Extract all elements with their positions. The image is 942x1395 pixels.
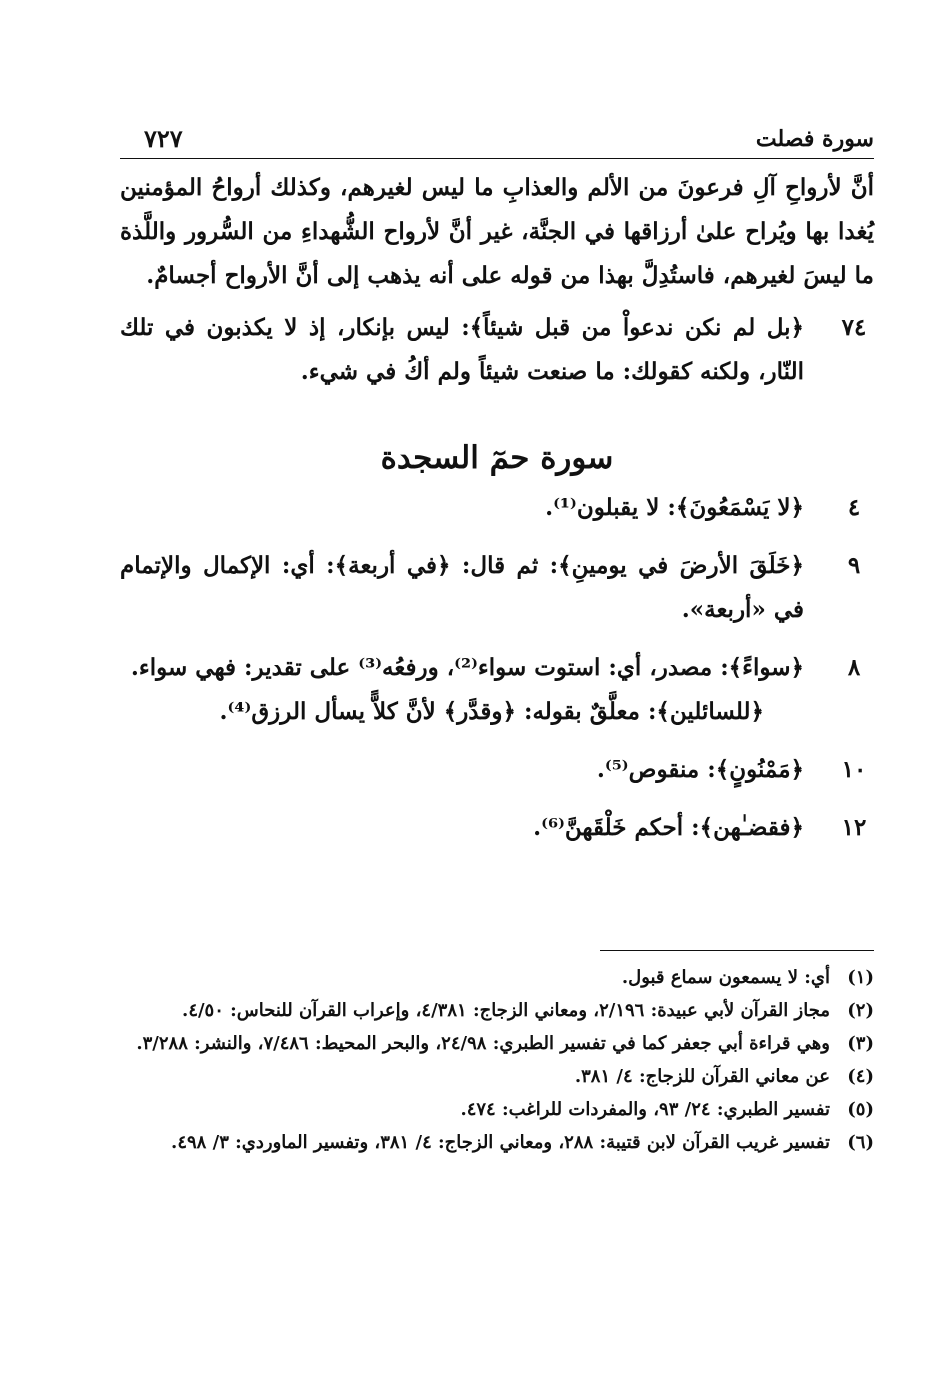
footnote-number: (٦) — [847, 1132, 874, 1153]
footnote-number: (١) — [847, 967, 874, 988]
footnote — [120, 995, 874, 1026]
verse-number: ٨ — [847, 654, 861, 681]
footnote — [120, 962, 874, 993]
commentary-entry-74 — [120, 306, 874, 394]
entry-text: ﴿مَمْنُونٍ﴾: منقوص⁽⁵⁾. — [596, 756, 804, 783]
commentary-entry — [120, 646, 874, 690]
footnote-text: وهي قراءة أبي جعفر كما في تفسير الطبري: ٢٤/٩٨، والبحر المحيط: ٧/٤٨٦، والنشر: ٣/٢٨٨. — [136, 1033, 830, 1054]
intro-paragraph: أنَّ لأرواحِ آلِ فرعونَ من الألم والعذابِ ما ليس لغيرهم، وكذلك أرواحُ المؤمنين يُغدا بها ويُراح علىٰ أرزاقها في الجنَّة، غير أنَّ لأرواح الشُّهداءِ من السُّرور واللَّذة ما ليسَ لغيرهم، فاستُدِلَّ بهذا من قوله على أنه يذهب إلى أنَّ الأرواح أجسامٌ. — [120, 174, 874, 289]
footnote-number: (٣) — [847, 1033, 874, 1054]
footnote — [120, 1061, 874, 1092]
footnote-number: (٤) — [847, 1066, 874, 1087]
main-text — [120, 166, 874, 850]
commentary-entry — [120, 748, 874, 792]
page-header — [120, 118, 874, 159]
commentary-entry — [120, 486, 874, 530]
entry-text: ﴿بل لم نكن ندعواْ من قبل شيئاً﴾: ليس بإنكار، إذ لا يكذبون في تلك النّار، ولكنه كقولك: ما صنعت شيئاً ولم أكُ في شيء. — [120, 314, 804, 385]
footnote-text: تفسير الطبري: ٢٤/ ٩٣، والمفردات للراغب: ٤٧٤. — [460, 1099, 830, 1120]
page-number: ٧٢٧ — [144, 124, 183, 153]
footnote-separator — [600, 950, 874, 951]
section-title: سورة حمٓ السجدة — [380, 440, 614, 476]
footnote-text: تفسير غريب القرآن لابن قتيبة: ٢٨٨، ومعاني الزجاج: ٤/ ٣٨١، وتفسير الماوردي: ٣/ ٤٩٨. — [171, 1132, 830, 1153]
footnote-text: أي: لا يسمعون سماع قبول. — [621, 967, 830, 988]
entry-text: ﴿فقضـٰهن﴾: أحكم خَلْقَهنَّ⁽⁶⁾. — [533, 814, 804, 841]
footnote — [120, 1094, 874, 1125]
entry-text: ﴿لا يَسْمَعُونَ﴾: لا يقبلون⁽¹⁾. — [545, 494, 804, 521]
commentary-entry — [120, 806, 874, 850]
footnote — [120, 1127, 874, 1158]
footnote-text: عن معاني القرآن للزجاج: ٤/ ٣٨١. — [574, 1066, 830, 1087]
entry-text: ﴿خَلَقَ الأرضَ في يومينِ﴾: ثم قال: ﴿في أربعة﴾: أي: الإكمال والإتمام في «أربعة». — [120, 552, 804, 623]
running-title: سورة فصلت — [755, 126, 874, 152]
verse-number: ٧٤ — [841, 314, 867, 341]
verse-number: ٤ — [847, 494, 861, 521]
entry-text: ﴿سواءً﴾: مصدر، أي: استوت سواء⁽²⁾، ورفعُه⁽³⁾ على تقدير: فهي سواء. — [130, 654, 804, 681]
footnote — [120, 1028, 874, 1059]
footnote-number: (٥) — [847, 1099, 874, 1120]
footnote-text: مجاز القرآن لأبي عبيدة: ٢/١٩٦، ومعاني الزجاج: ٤/٣٨١، وإعراب القرآن للنحاس: ٤/٥٠. — [182, 1000, 830, 1021]
footnotes — [120, 962, 874, 1160]
verse-number: ١٢ — [841, 814, 867, 841]
verse-number: ١٠ — [841, 756, 867, 783]
footnote-number: (٢) — [847, 1000, 874, 1021]
verse-number: ٩ — [847, 552, 861, 579]
commentary-entry — [120, 544, 874, 632]
indented-commentary: ﴿للسائلين﴾: معلَّقٌ بقوله: ﴿وقدَّر﴾ لأنَّ كلاًّ يسأل الرزق⁽⁴⁾. — [219, 698, 764, 725]
